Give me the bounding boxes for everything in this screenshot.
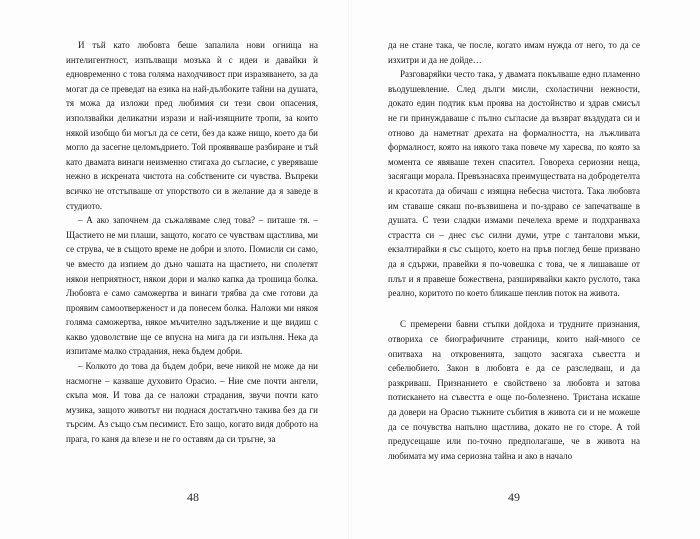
- paragraph: С премерени бавни стъпки дойдоха и трудните признания, отвориха се биографичните страници, които най-много се опитваха на откровенията, защото засягаха съвестта и себелюбието. Закон в любовта е да се разследваш, и да разкриваш. Признанието е свойствено за любовта и затова потискането на съвестта е още по-болезнено. Тристана искаше да довери на Орасио тъжните събития в живота си и не можеше да се почувства напълно щастлива, докато не го сторе. А той предусещаше или по-точно предполагаше, че в живота на любимата му има сериозна тайна и ако в начало: [388, 319, 640, 461]
- paragraph: – А ако започнем да съжаляваме след това? – питаше тя. – Щастието не ми плаши, защото, когато се чувствам щастлива, ми се струва, че в същото време не добри и злото. Помисли си само, че вместо да изпием до дъно чашата на щастието, ни сполетят някои неприятност, някои дори и малко капка да трошица болка. Любовта е само саможертва и винаги трябва да сме готови да проявим самоотверженост и да понесем болка. Наложи ми някоя голяма саможертва, някое мъчително задължение и ще видиш с какво удоволствие ще се впусна на мига да ги изпълня. Нека да изпитаме малко страдания, нека бъдем добри.: [66, 215, 318, 357]
- left-page-text: [66, 38, 318, 447]
- page-number: 48: [187, 490, 199, 504]
- page-number: 49: [508, 490, 520, 504]
- paragraph: да не стане така, че после, когато имам нужда от него, то да се изхитри и да не дойде…: [388, 40, 640, 65]
- right-page: [350, 0, 700, 539]
- paragraph: – Колкото до това да бъдем добри, вече никой не може да ни насмогне – казваше духовито Орасио. – Ние сме почти ангели, скъпа моя. И това да се наложи страдания, звучи почти като музика, защото животът ни поднася достатъчно такива без да ги търсим. Аз също съм песимист. Ето защо, когато видя доброто на прага, го каня да влезе и не го оставям да си тръгне, за: [66, 361, 318, 445]
- right-page-text: [388, 38, 640, 463]
- paragraph: Разговаряйки често така, у двамата покълваше едно пламенно въодушевление. След дълги мисли, схоластични нежности, докато един подтик към проява на достойнство и здрав смисъл не ги принуждаваше с пълно съгласие да възврат въздудата си и отново да наметнат дрехата на формалността, на лъжливата формалност, която на някого така повече му харесва, по която за момента се явяваше техен спасител. Говореха сериозни неща, засягащи морала. Превъзнасяха преимуществата на добродетелта и красотата да обичаш с изящна небесна чистота. Така любовта им ставаше сякаш по-възвишена и по-здраво се запечатваше в душата. С тези сладки измами печелеха време и подхранваха страстта си – днес със силни думи, утре с танталови мъки, екзалтирайки я със същото, което на пръв поглед беше призвано да я сдържи, правейки я по-човешка с това, че я лишаваше от плът и я правеше божествена, разширявайки както руслото, така реално, коритото по което бликаше пенлив поток на живота.: [388, 69, 640, 299]
- paragraph: И тъй като любовта беше запалила нови огнища на интелигентност, изпълващи мозъка ѝ с идеи и давайки ѝ едновременно с това голяма находчивост при изразяването, за да могат да се преведат на езика на най-дълбоките тайни на душата, тя можа да изложи пред любимия си тези свои опасения, използвайки деликатни изрази и най-изящните тропи, за които някой изобщо би могъл да се сети, без да каже нищо, което да би могло да засегне целомъдрието. Той проявяваше разбиране и тъй като двамата винаги неизменно стигаха до съгласие, с уверяваше нежно в искрената чистота на собствените си чувства. Въпреки всичко не отстъпваше от упорството си в желание да я заведе в студиото.: [66, 40, 318, 211]
